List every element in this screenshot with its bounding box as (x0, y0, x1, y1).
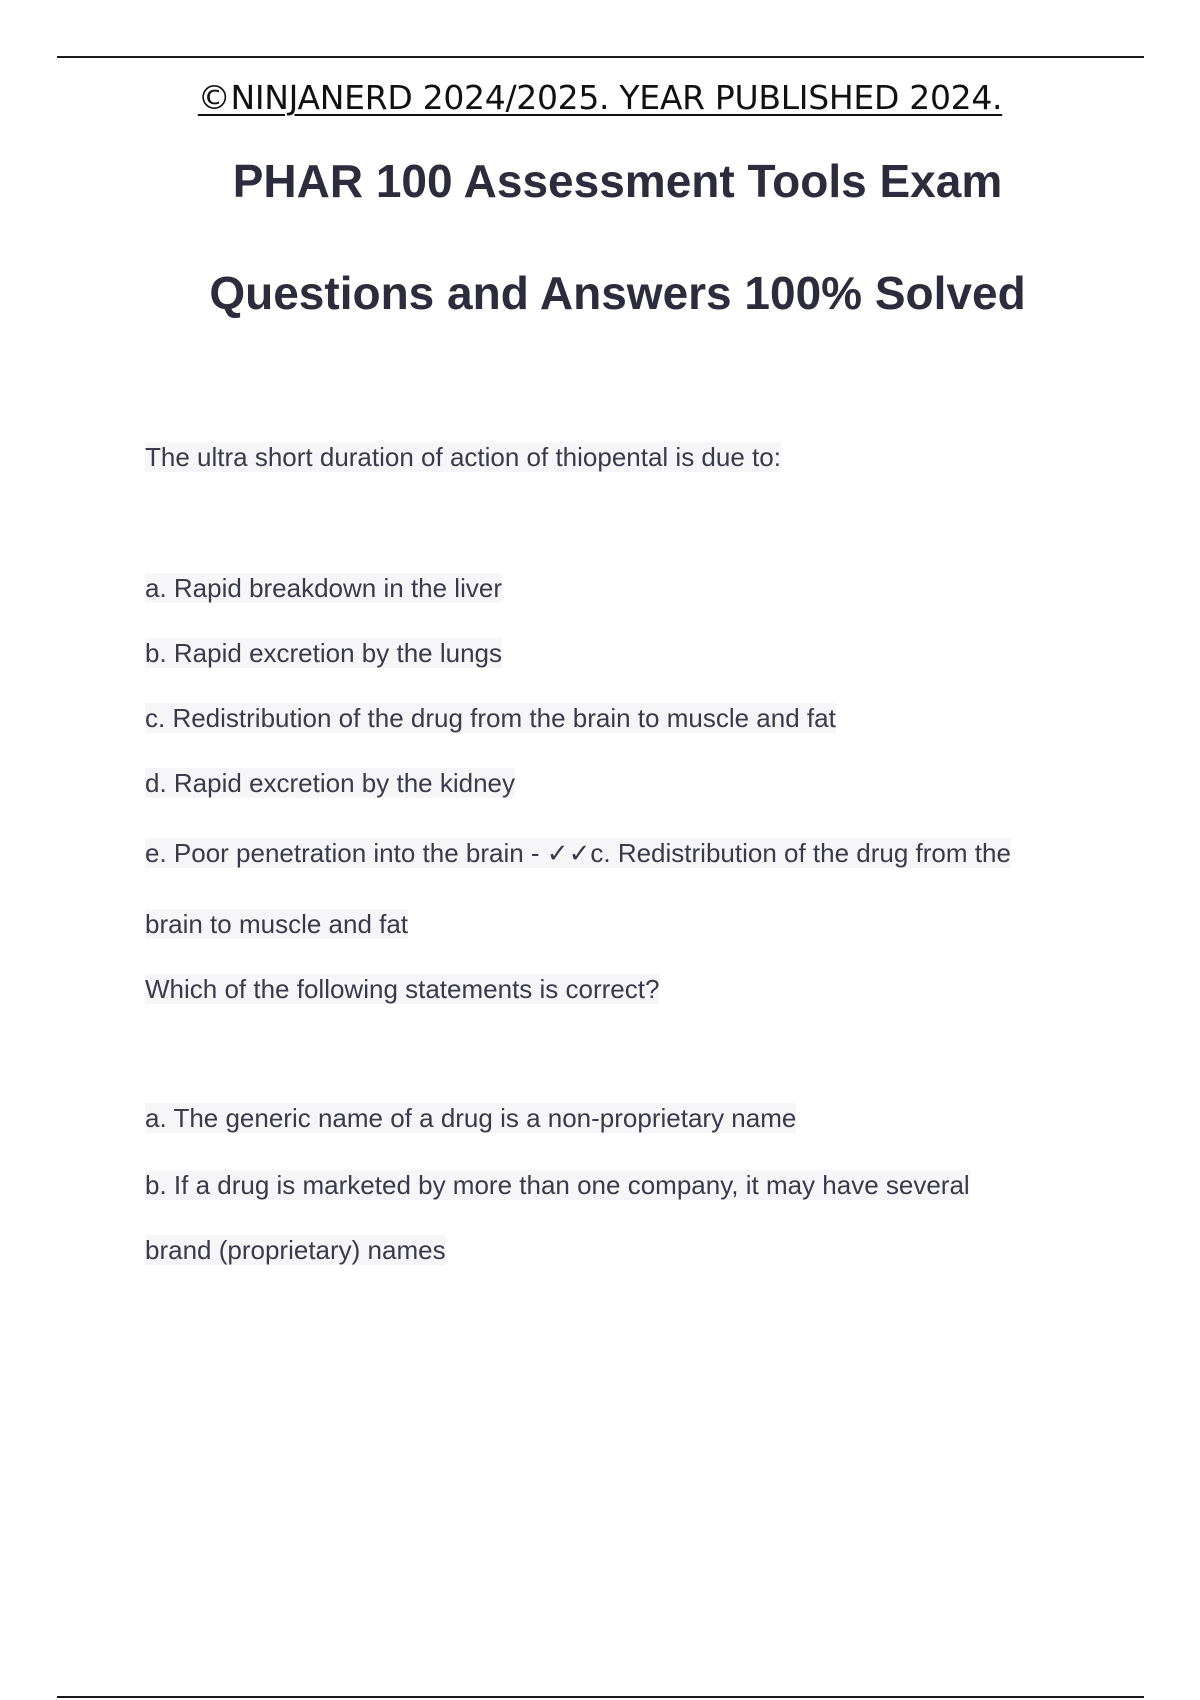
option-text: a. The generic name of a drug is a non-proprietary name (145, 1103, 797, 1133)
option-text: brand (proprietary) names (145, 1235, 446, 1265)
option-text: d. Rapid excretion by the kidney (145, 768, 515, 798)
question-1-option-b (145, 637, 502, 669)
copyright-header: ©NINJANERD 2024/2025. YEAR PUBLISHED 2024. (197, 78, 1003, 117)
question-2-option-a (145, 1102, 796, 1134)
question-1-option-a (145, 572, 502, 604)
question-2-text: Which of the following statements is correct? (145, 974, 660, 1004)
option-text: c. Redistribution of the drug from the brain to muscle and fat (145, 703, 836, 733)
document-title-line-2: Questions and Answers 100% Solved (209, 267, 1026, 319)
answer-text: brain to muscle and fat (145, 909, 409, 939)
question-1 (145, 441, 781, 473)
question-1-option-c (145, 702, 836, 734)
option-text: b. If a drug is marketed by more than one company, it may have several (145, 1170, 970, 1200)
top-rule (57, 56, 1144, 58)
question-1-option-e-with-answer (145, 837, 1011, 869)
option-text: a. Rapid breakdown in the liver (145, 573, 502, 603)
option-text: e. Poor penetration into the brain - ✓✓c. Redistribution of the drug from the (145, 838, 1011, 868)
option-text: b. Rapid excretion by the lungs (145, 638, 502, 668)
document-title-line-1: PHAR 100 Assessment Tools Exam (232, 155, 1003, 207)
bottom-rule (57, 1696, 1144, 1698)
question-1-option-d (145, 767, 515, 799)
question-1-answer-continuation (145, 908, 408, 940)
question-2 (145, 973, 659, 1005)
question-2-option-b (145, 1169, 970, 1201)
question-2-option-b-continuation (145, 1234, 446, 1266)
question-1-text: The ultra short duration of action of thiopental is due to: (145, 442, 781, 472)
